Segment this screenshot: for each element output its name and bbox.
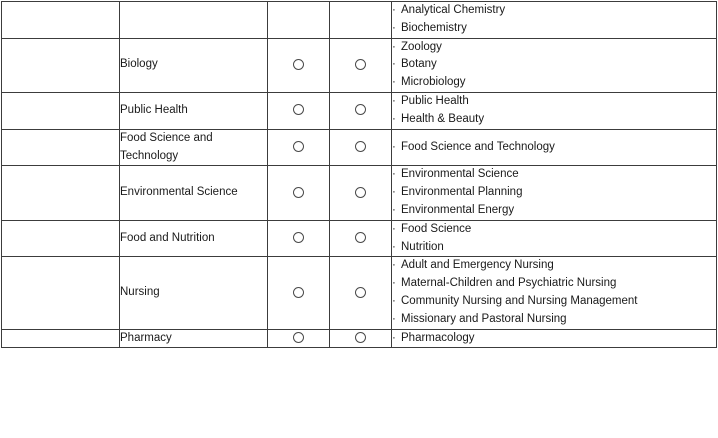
table-row: [2, 329, 717, 348]
field-label: Botany: [401, 58, 437, 71]
major-name-cell: Food and Nutrition: [120, 220, 268, 257]
field-line: [392, 184, 716, 202]
major-name-cell: Nursing: [120, 257, 268, 329]
radio-button-1[interactable]: [293, 187, 304, 198]
bullet-icon: ·: [392, 259, 396, 272]
field-label: Missionary and Pastoral Nursing: [401, 312, 567, 325]
field-label: Environmental Energy: [401, 203, 515, 216]
table-row: [2, 220, 717, 257]
field-line: [392, 202, 716, 220]
option-2-cell[interactable]: [330, 129, 392, 166]
option-2-cell[interactable]: [330, 329, 392, 348]
radio-button-1[interactable]: [293, 59, 304, 70]
fields-cell: [392, 2, 717, 39]
field-label: Pharmacology: [401, 331, 475, 344]
field-label: Microbiology: [401, 76, 466, 89]
bullet-icon: ·: [392, 203, 396, 216]
bullet-icon: ·: [392, 4, 396, 16]
radio-button-2[interactable]: [355, 59, 366, 70]
option-1-cell: [268, 2, 330, 39]
option-2-cell[interactable]: [330, 166, 392, 220]
fields-cell: [392, 38, 717, 92]
field-line: [392, 139, 716, 157]
fields-cell: [392, 220, 717, 257]
radio-button-2[interactable]: [355, 141, 366, 152]
bullet-icon: ·: [392, 186, 396, 199]
bullet-icon: ·: [392, 21, 396, 34]
option-1-cell[interactable]: [268, 220, 330, 257]
field-line: [392, 221, 716, 239]
fields-cell: [392, 129, 717, 166]
field-label: Adult and Emergency Nursing: [401, 259, 554, 272]
fields-cell: [392, 166, 717, 220]
major-name-cell: Food Science and Technology: [120, 129, 268, 166]
field-label: Maternal-Children and Psychiatric Nursing: [401, 277, 617, 290]
field-line: [392, 239, 716, 257]
table-row: [2, 2, 717, 39]
majors-table: [1, 1, 717, 348]
field-label: Public Health: [401, 95, 469, 108]
row-spacer-cell: [2, 257, 120, 329]
radio-button-1[interactable]: [293, 287, 304, 298]
radio-button-2[interactable]: [355, 287, 366, 298]
table-row: [2, 166, 717, 220]
bullet-icon: ·: [392, 58, 396, 71]
bullet-icon: ·: [392, 95, 396, 108]
fields-cell: [392, 257, 717, 329]
bullet-icon: ·: [392, 312, 396, 325]
field-line: [392, 257, 716, 275]
radio-button-2[interactable]: [355, 187, 366, 198]
bullet-icon: ·: [392, 40, 396, 53]
radio-button-2[interactable]: [355, 332, 366, 343]
field-label: Nutrition: [401, 240, 444, 253]
majors-table-body: [2, 2, 717, 348]
radio-button-2[interactable]: [355, 232, 366, 243]
table-row: [2, 38, 717, 92]
field-label: Community Nursing and Nursing Management: [401, 295, 638, 307]
radio-button-2[interactable]: [355, 104, 366, 115]
option-1-cell[interactable]: [268, 166, 330, 220]
option-1-cell[interactable]: [268, 329, 330, 348]
radio-button-1[interactable]: [293, 104, 304, 115]
option-1-cell[interactable]: [268, 93, 330, 130]
option-1-cell[interactable]: [268, 129, 330, 166]
field-line: [392, 39, 716, 57]
row-spacer-cell: [2, 2, 120, 39]
field-line: [392, 93, 716, 111]
option-1-cell[interactable]: [268, 38, 330, 92]
field-line: [392, 2, 716, 20]
bullet-icon: ·: [392, 277, 396, 290]
option-2-cell: [330, 2, 392, 39]
option-2-cell[interactable]: [330, 38, 392, 92]
radio-button-1[interactable]: [293, 141, 304, 152]
table-row: [2, 129, 717, 166]
bullet-icon: ·: [392, 222, 396, 235]
field-label: Environmental Science: [401, 168, 519, 181]
table-row: [2, 93, 717, 130]
field-label: Analytical Chemistry: [401, 4, 506, 16]
bullet-icon: ·: [392, 331, 396, 344]
field-label: Zoology: [401, 40, 442, 53]
major-name-cell: Biology: [120, 38, 268, 92]
field-label: Health & Beauty: [401, 112, 485, 125]
row-spacer-cell: [2, 38, 120, 92]
bullet-icon: ·: [392, 168, 396, 181]
row-spacer-cell: [2, 220, 120, 257]
field-line: [392, 74, 716, 92]
row-spacer-cell: [2, 329, 120, 348]
field-line: [392, 330, 716, 348]
bullet-icon: ·: [392, 112, 396, 125]
field-label: Food Science: [401, 222, 472, 235]
option-2-cell[interactable]: [330, 220, 392, 257]
field-label: Biochemistry: [401, 21, 467, 34]
radio-button-1[interactable]: [293, 332, 304, 343]
bullet-icon: ·: [392, 140, 396, 153]
row-spacer-cell: [2, 166, 120, 220]
field-line: [392, 311, 716, 329]
major-name-cell: [120, 2, 268, 39]
field-label: Food Science and Technology: [401, 140, 555, 153]
field-line: [392, 275, 716, 293]
fields-cell: [392, 93, 717, 130]
option-2-cell[interactable]: [330, 257, 392, 329]
radio-button-1[interactable]: [293, 232, 304, 243]
field-label: Environmental Planning: [401, 186, 523, 199]
table-row: [2, 257, 717, 329]
field-line: [392, 56, 716, 74]
major-name-cell: Public Health: [120, 93, 268, 130]
major-name-cell: Pharmacy: [120, 329, 268, 348]
field-line: [392, 111, 716, 129]
field-line: [392, 20, 716, 38]
row-spacer-cell: [2, 129, 120, 166]
field-line: [392, 293, 716, 311]
row-spacer-cell: [2, 93, 120, 130]
major-name-cell: Environmental Science: [120, 166, 268, 220]
option-2-cell[interactable]: [330, 93, 392, 130]
bullet-icon: ·: [392, 240, 396, 253]
field-line: [392, 166, 716, 184]
bullet-icon: ·: [392, 76, 396, 89]
fields-cell: [392, 329, 717, 348]
option-1-cell[interactable]: [268, 257, 330, 329]
bullet-icon: ·: [392, 295, 396, 307]
